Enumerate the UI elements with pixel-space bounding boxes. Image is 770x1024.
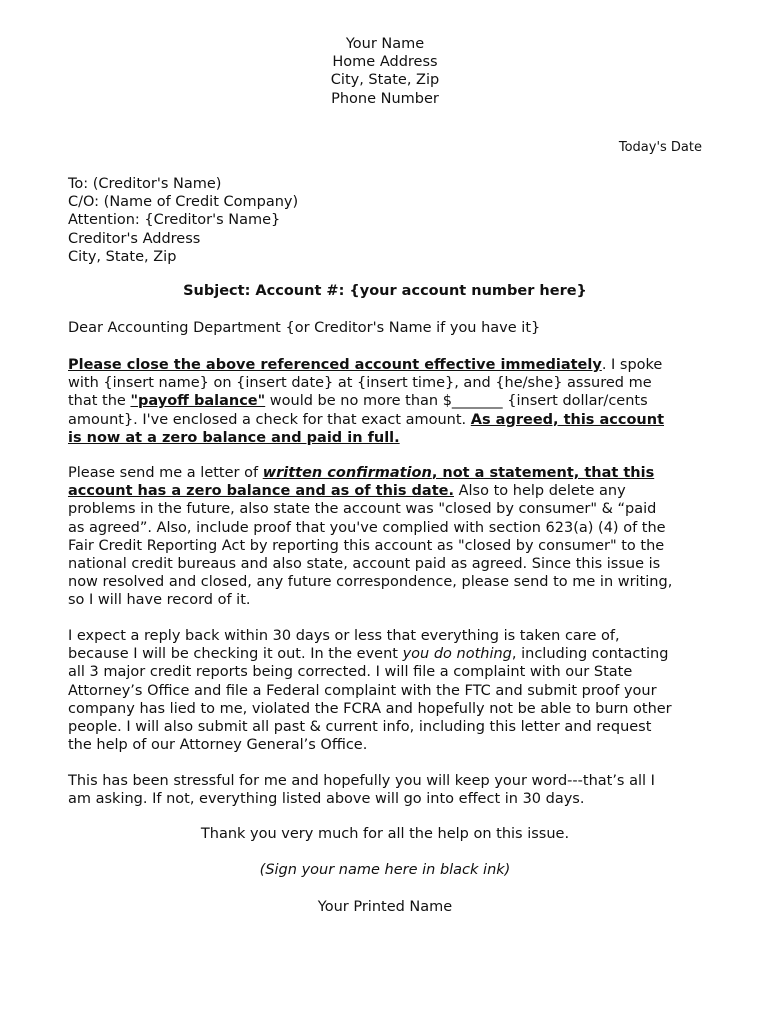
body-text: that the [68,393,131,410]
body-text: amount}. I've enclosed a check for that exact amount. [68,411,471,428]
paragraph-line: This has been stressful for me and hopefully you will keep your word---that’s all I [68,773,655,789]
emphasis-text: Please close the above referenced account effective immediately [68,357,602,373]
paragraph-line: so I will have record of it. [68,592,251,609]
paragraph-line: all 3 major credit reports being corrected. I will file a complaint with our State [68,664,633,681]
paragraph-line: company has lied to me, violated the FCRA and hopefully not be able to burn other [68,700,672,717]
italic-text: you do nothing [402,646,512,663]
paragraph-line [68,645,708,663]
emphasis-text: "payoff balance" [130,393,266,410]
body-text: Also to help delete any [454,483,626,500]
paragraph-line: now resolved and closed, any future correspondence, please send to me in writing, [68,574,673,591]
greeting: Dear Accounting Department {or Creditor's Name if you have it} [68,320,541,336]
paragraph-close-account [68,356,708,447]
body-text: Please send me a letter of [68,465,263,481]
sender-address: Home Address [332,54,438,71]
sender-phone: Phone Number [331,90,439,107]
closing-thanks: Thank you very much for all the help on this issue. [200,826,570,842]
paragraph-line [68,356,708,374]
paragraph-line: as agreed”. Also, include proof that you've complied with section 623(a) (4) of the [68,519,666,536]
paragraph-reply-expectation [68,627,708,754]
body-text: because I will be checking it out. In the event [68,646,403,663]
recipient-address: Creditor's Address [68,230,201,247]
paragraph-stressful [68,772,708,808]
letter-date: Today's Date [618,140,702,155]
paragraph-line: is now at a zero balance and paid in full. [68,429,400,446]
paragraph-line [68,392,708,410]
body-text: . I spoke [601,357,663,373]
paragraph-line: people. I will also submit all past & current info, including this letter and request [68,719,652,736]
paragraph-line: I expect a reply back within 30 days or less that everything is taken care of, [68,628,620,644]
sender-block [0,35,770,108]
paragraph-line [68,411,708,429]
paragraph-line: Attorney’s Office and file a Federal complaint with the FTC and submit proof your [68,682,657,699]
recipient-block [68,175,298,266]
emphasis-text: written confirmation [262,465,432,481]
body-text: would be no more than $_______ {insert dollar/cents [265,393,648,410]
paragraph-line [68,482,708,500]
paragraph-line: problems in the future, also state the account was "closed by consumer" & “paid [68,501,657,518]
printed-name: Your Printed Name [317,899,453,915]
sender-city-state-zip: City, State, Zip [330,72,440,89]
paragraph-line: national credit bureaus and also state, account paid as agreed. Since this issue is [68,556,661,573]
recipient-to: To: (Creditor's Name) [68,176,222,192]
recipient-city-state-zip: City, State, Zip [68,248,177,265]
paragraph-line: with {insert name} on {insert date} at {insert time}, and {he/she} assured me [68,375,652,392]
paragraph-line: Fair Credit Reporting Act by reporting this account as "closed by consumer" to the [68,537,665,554]
paragraph-line: the help of our Attorney General’s Office. [68,737,368,754]
subject-line: Subject: Account #: {your account number here} [183,283,587,299]
paragraph-confirmation [68,464,708,610]
paragraph-line [68,464,708,482]
signature-instruction: (Sign your name here in black ink) [259,862,511,878]
emphasis-text: As agreed, this account [470,411,665,428]
recipient-attention: Attention: {Creditor's Name} [68,212,281,229]
emphasis-text: account has a zero balance and as of this date. [68,483,454,500]
paragraph-line: am asking. If not, everything listed above will go into effect in 30 days. [68,791,585,808]
sender-name: Your Name [345,36,425,52]
recipient-co: C/O: (Name of Credit Company) [68,194,299,211]
emphasis-text: , not a statement, that this [431,465,655,481]
body-text: , including contacting [511,646,669,663]
